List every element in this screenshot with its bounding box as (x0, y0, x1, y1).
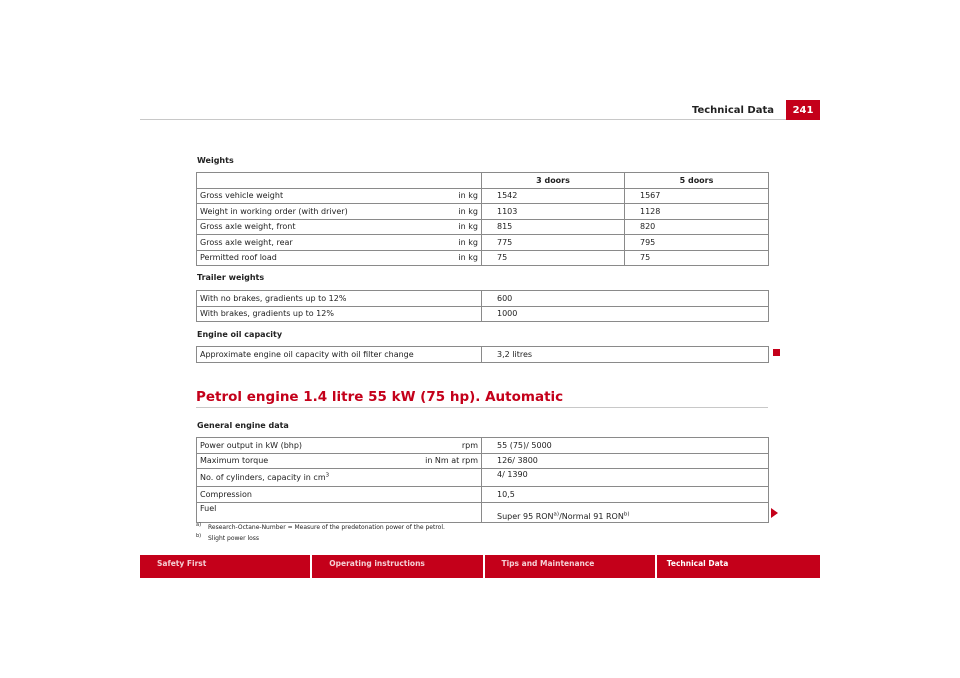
row-value-5doors: 1128 (625, 204, 769, 220)
footnote-text: Slight power loss (208, 535, 260, 542)
table-row (197, 487, 769, 503)
footnote-text: Research-Octane-Number = Measure of the predetonation power of the petrol. (208, 524, 445, 531)
footer-tab-safety-first[interactable]: Safety First (140, 555, 312, 578)
section-end-square-icon (773, 349, 780, 356)
row-value (482, 502, 769, 522)
row-label: Compression (197, 487, 407, 503)
oil-capacity-label: Engine oil capacity (197, 330, 283, 339)
row-unit (407, 487, 482, 503)
table-row (197, 306, 769, 322)
page-header (140, 100, 820, 120)
trailer-table (196, 290, 769, 322)
header-title: Technical Data (691, 105, 774, 116)
row-label: Weight in working order (with driver) (197, 204, 407, 220)
row-value: 10,5 (482, 487, 769, 503)
row-value: 600 (482, 291, 769, 307)
col-3doors: 3 doors (482, 173, 625, 189)
row-value: 3,2 litres (482, 347, 769, 363)
row-label: Gross axle weight, rear (197, 235, 407, 251)
footnote-marker: a) (196, 522, 202, 528)
weights-label: Weights (197, 156, 234, 165)
table-row (197, 235, 769, 251)
page-number: 241 (786, 100, 820, 120)
section-rule (196, 407, 768, 408)
row-value: 126/ 3800 (482, 453, 769, 469)
row-unit: in kg (407, 235, 482, 251)
weights-table (196, 172, 769, 266)
row-value-5doors: 820 (625, 219, 769, 235)
table-row (197, 469, 769, 487)
row-value-5doors: 75 (625, 250, 769, 266)
continue-arrow-icon (771, 508, 778, 518)
row-label: Maximum torque (197, 453, 407, 469)
table-row (197, 204, 769, 220)
header-blank-cell (197, 173, 482, 189)
row-unit (407, 469, 482, 487)
row-label-text: No. of cylinders, capacity in cm (200, 473, 326, 482)
table-row (197, 219, 769, 235)
row-unit: in kg (407, 250, 482, 266)
row-value: 1000 (482, 306, 769, 322)
footnote-marker: b) (196, 533, 202, 539)
row-value: 4/ 1390 (482, 469, 769, 487)
row-value-3doors: 75 (482, 250, 625, 266)
footer-tab-operating-instructions[interactable]: Operating instructions (312, 555, 484, 578)
row-label: With no brakes, gradients up to 12% (197, 291, 482, 307)
superscript: 3 (325, 472, 330, 479)
row-value-3doors: 815 (482, 219, 625, 235)
header-rule (140, 119, 820, 120)
row-label: Gross axle weight, front (197, 219, 407, 235)
row-value-3doors: 1103 (482, 204, 625, 220)
footer-tab-technical-data[interactable]: Technical Data (666, 559, 729, 568)
table-row (197, 347, 769, 363)
row-label: With brakes, gradients up to 12% (197, 306, 482, 322)
row-value-3doors: 775 (482, 235, 625, 251)
row-unit: in kg (407, 188, 482, 204)
row-label: Fuel (197, 502, 407, 522)
row-value: 55 (75)/ 5000 (482, 438, 769, 454)
row-label: Permitted roof load (197, 250, 407, 266)
table-row (197, 188, 769, 204)
row-value-3doors: 1542 (482, 188, 625, 204)
engine-table (196, 437, 769, 523)
table-row (197, 438, 769, 454)
row-label (197, 469, 407, 487)
row-label: Approximate engine oil capacity with oil filter change (197, 347, 482, 363)
fuel-value-b: /Normal 91 RON (559, 511, 624, 521)
table-row (197, 453, 769, 469)
row-value-5doors: 795 (625, 235, 769, 251)
row-label: Gross vehicle weight (197, 188, 407, 204)
oil-table (196, 346, 769, 363)
row-unit: in kg (407, 219, 482, 235)
table-row (197, 250, 769, 266)
weights-header-row (197, 173, 769, 189)
table-row (197, 502, 769, 522)
table-row (197, 291, 769, 307)
engine-data-label: General engine data (197, 421, 289, 430)
row-value-5doors: 1567 (625, 188, 769, 204)
row-unit (407, 502, 482, 522)
trailer-weights-label: Trailer weights (197, 273, 265, 282)
footnote-ref-a: a) (553, 510, 560, 517)
footer-nav (140, 555, 820, 578)
section-heading: Petrol engine 1.4 litre 55 kW (75 hp). Automatic (196, 389, 564, 405)
row-label: Power output in kW (bhp) (197, 438, 407, 454)
row-unit: in kg (407, 204, 482, 220)
col-5doors: 5 doors (625, 173, 769, 189)
fuel-value-a: Super 95 RON (497, 511, 554, 521)
footnote-ref-b: b) (623, 510, 630, 517)
row-unit: in Nm at rpm (407, 453, 482, 469)
row-unit: rpm (407, 438, 482, 454)
footer-tab-tips-and-maintenance[interactable]: Tips and Maintenance (485, 555, 657, 578)
